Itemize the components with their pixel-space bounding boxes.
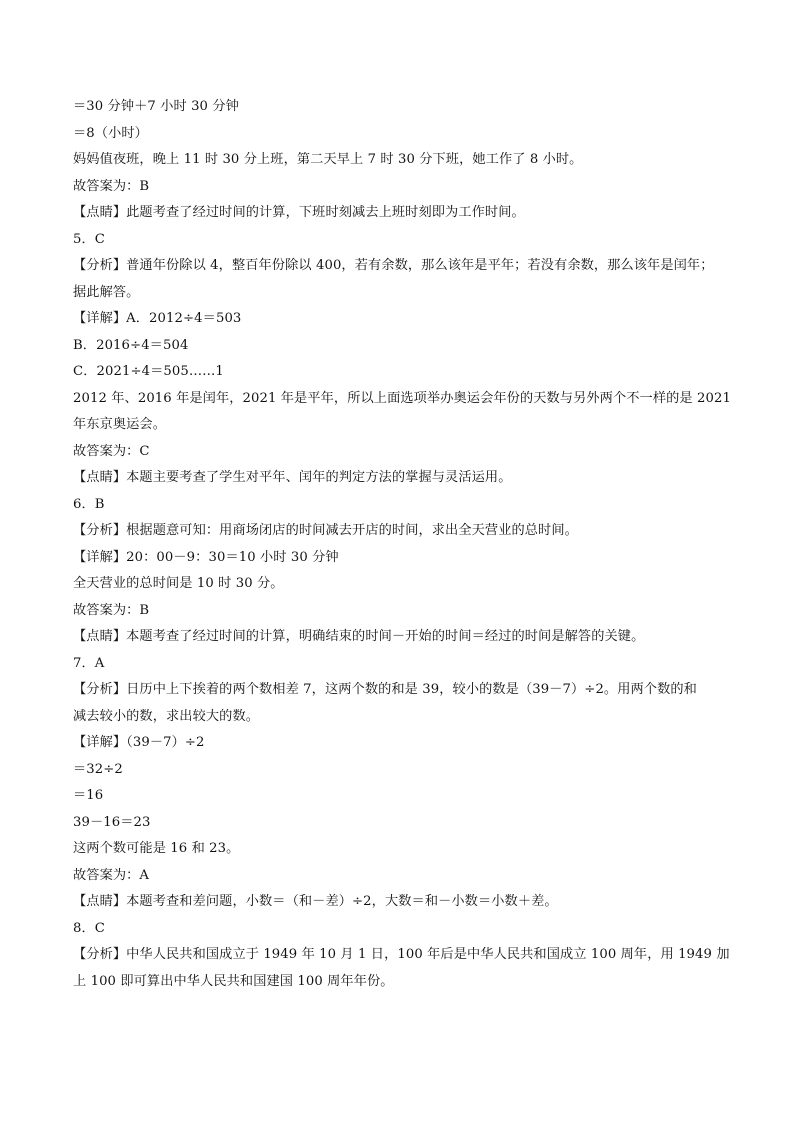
text-line: 这两个数可能是 16 和 23。 [73, 841, 240, 856]
text-line: 妈妈值夜班，晚上 11 时 30 分上班，第二天早上 7 时 30 分下班，她工作了 8 小时。 [73, 152, 583, 167]
detail-line: 【详解】20：00－9：30＝10 小时 30 分钟 [73, 549, 339, 565]
text-line: 上 100 即可算出中华人民共和国建国 100 周年年份。 [73, 973, 394, 989]
analysis-line: 【分析】普通年份除以 4，整百年份除以 400，若有余数，那么该年是平年；若没有余数，那么该年是闰年； [73, 258, 714, 273]
answer-line: 故答案为：C [73, 443, 150, 459]
text-line: 全天营业的总时间是 10 时 30 分。 [73, 576, 284, 591]
comment-line: 【点睛】此题考查了经过时间的计算，下班时刻减去上班时刻即为工作时间。 [73, 205, 525, 220]
answer-explanation-text [73, 94, 731, 995]
answer-line: 故答案为：B [73, 178, 150, 194]
text-line: ＝30 分钟＋7 小时 30 分钟 [73, 99, 239, 114]
comment-line: 【点睛】本题考查了经过时间的计算，明确结束的时间－开始的时间＝经过的时间是解答的关键。 [73, 629, 645, 644]
text-line: 2012 年、2016 年是闰年，2021 年是平年，所以上面选项举办奥运会年份的天数与另外两个不一样的是 2021 [73, 390, 731, 406]
text-line: 39－16＝23 [73, 814, 151, 830]
text-line: B．2016÷4＝504 [73, 337, 189, 353]
text-line: ＝16 [73, 788, 104, 803]
detail-line: 【详解】A．2012÷4＝503 [73, 311, 242, 326]
question-answer-heading: 8．C [73, 920, 105, 936]
analysis-line: 【分析】根据题意可知：用商场闭店的时间减去开店的时间，求出全天营业的总时间。 [73, 523, 578, 538]
detail-line: 【详解】（39－7）÷2 [73, 735, 205, 750]
comment-line: 【点睛】本题考查和差问题，小数＝（和－差）÷2，大数＝和－小数＝小数＋差。 [73, 894, 558, 909]
text-line: 减去较小的数，求出较大的数。 [73, 708, 260, 724]
question-answer-heading: 7．A [73, 655, 105, 671]
question-answer-heading: 5．C [73, 231, 105, 247]
question-answer-heading: 6．B [73, 496, 105, 512]
text-line: 据此解答。 [73, 284, 140, 300]
text-line: ＝32÷2 [73, 761, 123, 777]
analysis-line: 【分析】中华人民共和国成立于 1949 年 10 月 1 日，100 年后是中华人民共和国成立 100 周年，用 1949 加 [73, 947, 730, 962]
comment-line: 【点睛】本题主要考查了学生对平年、闰年的判定方法的掌握与灵活运用。 [73, 470, 512, 485]
analysis-line: 【分析】日历中上下挨着的两个数相差 7，这两个数的和是 39，较小的数是（39－7）÷2。用两个数的和 [73, 682, 697, 697]
answer-line: 故答案为：B [73, 602, 150, 618]
text-line: ＝8（小时） [73, 125, 148, 141]
text-line: 年东京奥运会。 [73, 417, 167, 432]
text-line: C．2021÷4＝505……1 [73, 364, 224, 379]
answer-line: 故答案为：A [73, 867, 150, 883]
